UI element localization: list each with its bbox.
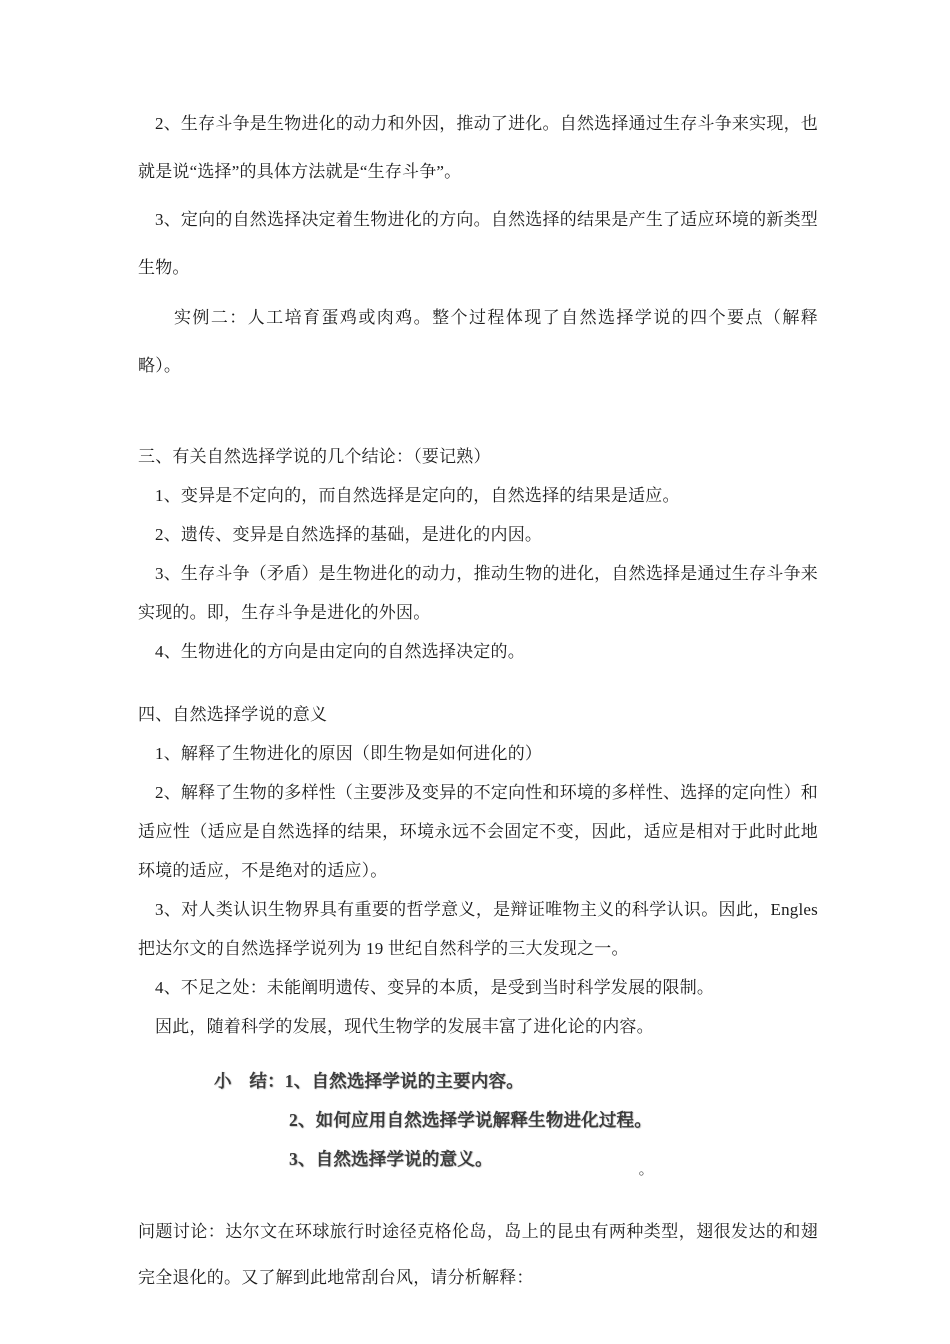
section-3-item-2: 2、遗传、变异是自然选择的基础，是进化的内因。 xyxy=(155,525,543,544)
summary-block xyxy=(138,1062,818,1181)
paragraph-point-2: 2、生存斗争是生物进化的动力和外因，推动了进化。自然选择通过生存斗争来实现，也就是说“选择”的具体方法就是“生存斗争”。 xyxy=(138,114,818,181)
paragraph-example-2: 实例二：人工培育蛋鸡或肉鸡。整个过程体现了自然选择学说的四个要点（解释略）。 xyxy=(138,308,818,375)
section-3-item-4: 4、生物进化的方向是由定向的自然选择决定的。 xyxy=(155,642,525,661)
section-3-item-1: 1、变异是不定向的，而自然选择是定向的，自然选择的结果是适应。 xyxy=(155,486,680,505)
stray-period: 。 xyxy=(638,1162,654,1178)
section-4-item-3: 3、对人类认识生物界具有重要的哲学意义，是辩证唯物主义的科学认识。因此，Engles把达尔文的自然选择学说列为 19 世纪自然科学的三大发现之一。 xyxy=(138,900,818,958)
section-3-heading: 三、有关自然选择学说的几个结论：（要记熟） xyxy=(138,447,491,466)
section-3-item-3: 3、生存斗争（矛盾）是生物进化的动力，推动生物的进化，自然选择是通过生存斗争来实现的。即，生存斗争是进化的外因。 xyxy=(138,564,818,622)
question-paragraph: 问题讨论：达尔文在环球旅行时途径克格伦岛，岛上的昆虫有两种类型，翅很发达的和翅完全退化的。又了解到此地常刮台风，请分析解释： xyxy=(138,1222,818,1287)
summary-line-3 xyxy=(289,1140,818,1181)
summary-line-2: 2、如何应用自然选择学说解释生物进化过程。 xyxy=(289,1110,652,1130)
section-4-item-2: 2、解释了生物的多样性（主要涉及变异的不定向性和环境的多样性、选择的定向性）和适应性（适应是自然选择的结果，环境永远不会固定不变，因此，适应是相对于此时此地环境的适应，不是绝对的适应）。 xyxy=(138,783,818,880)
section-4-heading: 四、自然选择学说的意义 xyxy=(138,705,328,724)
section-4-item-1: 1、解释了生物进化的原因（即生物是如何进化的） xyxy=(155,744,543,763)
section-4-note: 因此，随着科学的发展，现代生物学的发展丰富了进化论的内容。 xyxy=(155,1017,654,1036)
section-4-item-4: 4、不足之处：未能阐明遗传、变异的本质，是受到当时科学发展的限制。 xyxy=(155,978,715,997)
summary-line-3-text: 3、自然选择学说的意义。 xyxy=(289,1149,493,1169)
paragraph-point-3: 3、定向的自然选择决定着生物进化的方向。自然选择的结果是产生了适应环境的新类型生物。 xyxy=(138,210,818,277)
summary-line-1: 小 结：1、自然选择学说的主要内容。 xyxy=(214,1071,524,1091)
